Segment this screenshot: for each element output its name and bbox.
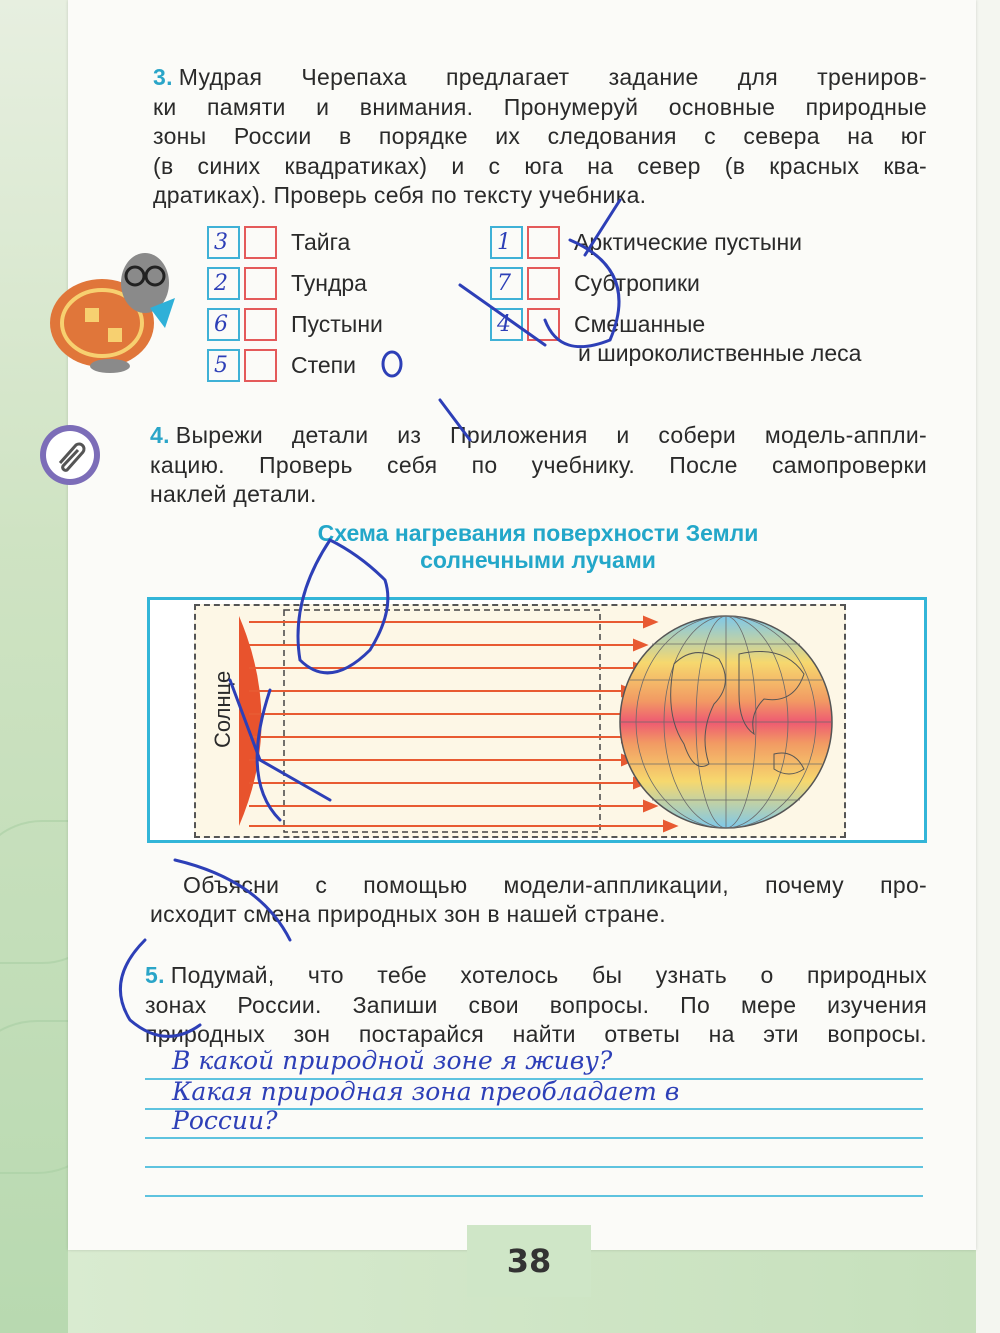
task3-line: зоны России в порядке их следования с севера на юг: [153, 123, 927, 149]
task3-line: (в синих квадратиках) и с юга на север (в красных ква-: [153, 152, 927, 179]
task5-line: зонах России. Запиши свои вопросы. По мере изучения: [145, 991, 927, 1018]
handwritten-answer: В какой природной зоне я живу?: [172, 1046, 613, 1075]
zone-label: Степи: [291, 352, 356, 378]
zone-label: Тайга: [291, 229, 351, 255]
task4-line: наклей детали.: [150, 481, 317, 507]
handwritten-number: 7: [497, 271, 511, 296]
zone-label: Пустыни: [291, 311, 383, 337]
handwritten-number: 1: [497, 230, 511, 255]
task4-line: Вырежи детали из Приложения и собери модель-аппли-: [175, 422, 927, 448]
task3-line: ки памяти и внимания. Пронумеруй основные природные: [153, 93, 927, 120]
handwritten-number: 3: [214, 230, 228, 255]
zone-label: Тундра: [291, 270, 367, 296]
handwritten-number: 4: [497, 312, 511, 337]
handwritten-number: 6: [214, 312, 228, 337]
task5-line: Подумай, что тебе хотелось бы узнать о природных: [170, 962, 927, 988]
zone-label: Арктические пустыни: [574, 229, 803, 255]
sun-label: Солнце: [210, 670, 235, 748]
handwritten-answer: Какая природная зона преобладает в: [172, 1077, 680, 1106]
question-line: Объясни с помощью модели-аппликации, почему про-: [183, 872, 927, 898]
scheme-title-line2: солнечными лучами: [420, 547, 656, 573]
zone-label: Субтропики: [574, 270, 700, 296]
handwritten-number: 5: [214, 353, 228, 378]
task4-line: кацию. Проверь себя по учебнику. После самопроверки: [150, 451, 927, 478]
question-line: исходит смена природных зон в нашей стране.: [150, 901, 666, 927]
task3-line: Мудрая Черепаха предлагает задание для трениров-: [178, 64, 927, 90]
handwritten-number: 2: [214, 271, 228, 296]
task4-number: 4.: [150, 422, 170, 448]
zone-label: Смешанные: [574, 311, 706, 337]
task5-number: 5.: [145, 962, 165, 988]
scheme-title-line1: Схема нагревания поверхности Земли: [317, 520, 759, 546]
zone-label: и широколиственные леса: [578, 340, 862, 366]
task5-line: природных зон постарайся найти ответы на эти вопросы.: [145, 1021, 927, 1047]
task3-number: 3.: [153, 64, 173, 90]
handwritten-answer: России?: [172, 1106, 278, 1135]
page-number: 38: [467, 1225, 591, 1297]
task3-line: дратиках). Проверь себя по тексту учебника.: [153, 182, 647, 208]
